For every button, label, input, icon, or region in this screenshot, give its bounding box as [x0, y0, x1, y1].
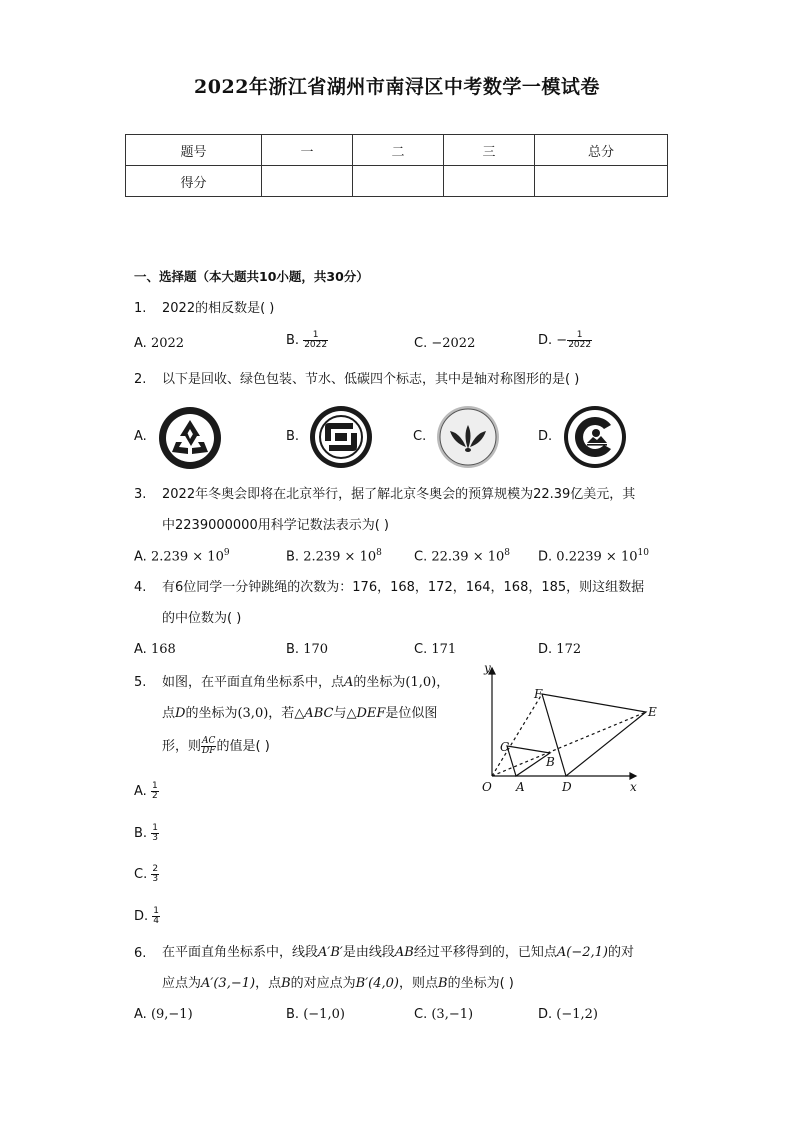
- option-letter: B.: [286, 429, 300, 444]
- option-value: 170: [303, 642, 329, 657]
- label-b: B: [546, 755, 555, 769]
- numerator: 1: [153, 906, 160, 916]
- exponent: 10: [637, 548, 649, 558]
- option-a: [134, 782, 159, 801]
- question-text-line: 有6位同学一分钟跳绳的次数为：176，168，172，164，168，185，则这组数据: [162, 580, 645, 595]
- math: A′B′: [318, 945, 343, 960]
- question-text: 以下是回收、绿色包装、节水、低碳四个标志，其中是轴对称图形的是( ): [162, 372, 580, 387]
- question-text-line: [162, 674, 449, 692]
- question-text-line: 的中位数为( ): [162, 611, 242, 626]
- fraction: [567, 331, 592, 350]
- text: 的坐标为: [185, 706, 238, 721]
- text: 如图，在平面直角坐标系中，点: [162, 675, 345, 690]
- water-saving-logo-icon: [436, 405, 500, 469]
- option-letter: C.: [414, 336, 428, 351]
- option-letter: B.: [286, 642, 300, 657]
- text: 在平面直角坐标系中，线段: [162, 945, 319, 960]
- option-letter: D.: [538, 333, 553, 348]
- question-number: 3.: [134, 487, 147, 502]
- triangle-def: [542, 694, 646, 776]
- option-c: [414, 336, 475, 351]
- option-b: [286, 642, 328, 657]
- option-a: [134, 642, 176, 657]
- label-d: D: [562, 780, 572, 794]
- label-c: C: [500, 740, 510, 754]
- text: 的坐标为( ): [447, 976, 514, 991]
- math: (3,0): [237, 706, 269, 721]
- question-text-line: [162, 975, 514, 993]
- option-letter: C.: [414, 1007, 428, 1022]
- option-value: 2.239 × 10: [303, 549, 377, 565]
- option-letter: B.: [134, 826, 148, 841]
- denominator: DF: [202, 746, 216, 756]
- math: (1,0): [405, 675, 437, 690]
- label-x: x: [630, 780, 637, 794]
- option-letter: D.: [134, 909, 149, 924]
- option-letter: C.: [414, 642, 428, 657]
- question-text-line: [162, 737, 270, 756]
- denominator: 4: [153, 916, 160, 926]
- fraction: [201, 737, 216, 756]
- numerator: 1: [567, 331, 592, 341]
- question-text-line: 中2239000000用科学记数法表示为( ): [162, 518, 389, 533]
- score-cell: [535, 166, 668, 197]
- math: △DEF: [346, 706, 386, 721]
- text: 是位似图: [385, 706, 438, 721]
- score-table: [125, 134, 668, 197]
- question-number: 5.: [134, 675, 147, 690]
- option-c: [414, 1007, 473, 1022]
- option-letter: A.: [134, 336, 147, 351]
- dashed-line-oe: [492, 712, 646, 776]
- text: ，若: [268, 706, 295, 721]
- exponent: 8: [504, 548, 511, 558]
- text: ，点: [255, 976, 282, 991]
- green-package-logo-icon: [309, 405, 373, 469]
- fraction: [151, 824, 159, 843]
- option-letter: B.: [286, 549, 300, 565]
- label-e: E: [648, 705, 657, 719]
- option-d: [538, 1007, 598, 1022]
- option-letter: C.: [134, 867, 148, 882]
- option-letter: A.: [134, 549, 147, 565]
- recycle-logo-icon: [158, 406, 222, 470]
- option-a: [134, 1007, 193, 1022]
- option-letter: D.: [538, 429, 553, 444]
- math: A(−2,1): [556, 945, 608, 960]
- denominator: 2022: [568, 340, 592, 350]
- option-a: [134, 548, 230, 564]
- option-c: [134, 865, 159, 884]
- text: 点: [162, 706, 176, 721]
- option-letter: C.: [413, 429, 427, 444]
- text: 经过平移得到的，已知点: [413, 945, 557, 960]
- option-value: (9,−1): [150, 1007, 193, 1022]
- option-value: 2.239 × 10: [150, 549, 224, 565]
- header-cell: 二: [353, 135, 444, 166]
- option-value: 0.2239 × 10: [556, 549, 638, 565]
- option-b: [286, 1007, 345, 1022]
- option-d: [538, 548, 649, 564]
- option-value: 168: [150, 642, 176, 657]
- numerator: 1: [152, 823, 158, 833]
- option-d: [538, 642, 581, 657]
- text: ，: [436, 675, 450, 690]
- denominator: 2022: [304, 340, 328, 350]
- header-cell: 总分: [535, 135, 668, 166]
- option-b: [134, 824, 159, 843]
- math: B: [438, 976, 448, 991]
- header-cell: 三: [444, 135, 535, 166]
- numerator: 1: [303, 331, 328, 341]
- numerator: 2: [152, 864, 159, 874]
- question-number: 6.: [134, 946, 147, 961]
- option-d: [134, 907, 160, 926]
- option-value: 22.39 × 10: [431, 549, 505, 565]
- math: B′(4,0): [355, 976, 399, 991]
- option-c: [414, 642, 456, 657]
- label-a: A: [516, 780, 525, 794]
- question-text: 2022的相反数是( ): [162, 301, 275, 316]
- x-axis-arrow: [630, 773, 636, 779]
- denominator: 3: [152, 833, 158, 843]
- fraction: [303, 331, 328, 350]
- fraction: [151, 782, 159, 801]
- option-letter: C.: [414, 549, 428, 565]
- score-cell: [353, 166, 444, 197]
- exponent: 8: [376, 548, 382, 558]
- text: 的对: [607, 945, 634, 960]
- exponent: 9: [223, 548, 230, 558]
- option-value: 172: [556, 642, 582, 657]
- option-a: [134, 336, 184, 351]
- low-carbon-logo-icon: [563, 405, 627, 469]
- option-letter: D.: [538, 642, 553, 657]
- option-value: (−1,0): [303, 1007, 345, 1022]
- option-letter: D.: [538, 1007, 553, 1022]
- option-letter: A.: [134, 429, 147, 444]
- score-cell: [262, 166, 353, 197]
- text: 的对应点为: [290, 976, 356, 991]
- option-letter: A.: [134, 784, 147, 799]
- label-o: O: [482, 780, 492, 794]
- numerator: AC: [202, 736, 216, 746]
- text: 是由线段: [342, 945, 395, 960]
- option-letter: B.: [286, 333, 300, 348]
- score-table-score-row: [126, 166, 668, 197]
- option-value: 171: [431, 642, 457, 657]
- option-letter: A.: [134, 1007, 147, 1022]
- math: △ABC: [294, 706, 334, 721]
- numerator: 1: [151, 781, 158, 791]
- sign: −: [556, 333, 568, 348]
- question-text-line: 2022年冬奥会即将在北京举行，据了解北京冬奥会的预算规模为22.39亿美元，其: [162, 487, 636, 502]
- triangle-abc: [507, 746, 550, 776]
- option-letter: A.: [134, 642, 147, 657]
- row-label-cell: 得分: [126, 166, 262, 197]
- fraction: [151, 865, 159, 884]
- text: 形，则: [162, 739, 202, 754]
- coordinate-figure: [470, 660, 657, 800]
- option-d: [538, 331, 592, 350]
- math: A: [344, 675, 354, 690]
- question-text-line: [162, 944, 634, 962]
- math: D: [175, 706, 186, 721]
- option-value: 2022: [150, 336, 185, 351]
- option-c: [414, 548, 510, 564]
- label-f: F: [534, 687, 543, 701]
- option-value: (−1,2): [556, 1007, 599, 1022]
- score-cell: [444, 166, 535, 197]
- option-value: (3,−1): [431, 1007, 474, 1022]
- math: A′(3,−1): [201, 976, 256, 991]
- math: AB: [394, 945, 414, 960]
- question-number: 4.: [134, 580, 147, 595]
- denominator: 2: [151, 791, 158, 801]
- text: ，则点: [399, 976, 439, 991]
- denominator: 3: [152, 874, 159, 884]
- section-heading: 一、选择题（本大题共10小题，共30分）: [134, 269, 369, 284]
- text: 与: [333, 706, 347, 721]
- question-number: 1.: [134, 301, 147, 316]
- header-cell: 题号: [126, 135, 262, 166]
- text: 应点为: [162, 976, 202, 991]
- fraction: [152, 907, 160, 926]
- option-value: −2022: [431, 336, 476, 351]
- label-y: y: [484, 661, 491, 675]
- page-title: 2022年浙江省湖州市南浔区中考数学一模试卷: [194, 76, 600, 98]
- question-text-line: [162, 705, 437, 723]
- text: 的值是( ): [216, 739, 270, 754]
- question-number: 2.: [134, 372, 147, 387]
- option-letter: B.: [286, 1007, 300, 1022]
- option-b: [286, 331, 328, 350]
- option-b: [286, 548, 382, 564]
- header-cell: 一: [262, 135, 353, 166]
- score-table-header-row: [126, 135, 668, 166]
- option-letter: D.: [538, 549, 553, 565]
- text: 的坐标为: [353, 675, 406, 690]
- math: B: [281, 976, 291, 991]
